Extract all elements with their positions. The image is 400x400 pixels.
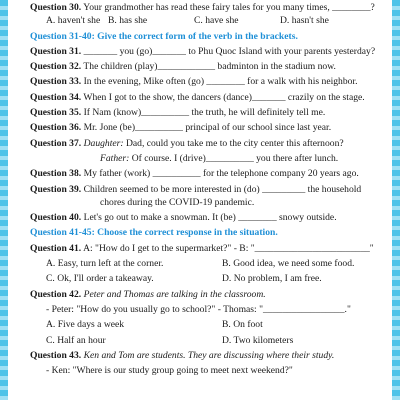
worksheet-content	[30, 0, 378, 377]
question-37	[30, 137, 378, 150]
question-label: Question 42.	[30, 288, 82, 300]
question-30-options	[30, 14, 378, 27]
situation-text: Peter and Thomas are talking in the classroom.	[83, 288, 266, 300]
option-c[interactable]: C. have she	[194, 15, 239, 27]
question-text: My father (work) __________ for the telephone company 20 years ago.	[83, 168, 359, 180]
question-39	[30, 183, 378, 196]
question-30	[30, 1, 378, 14]
option-b[interactable]: B. has she	[108, 15, 148, 27]
question-42-dialogue: - Peter: "How do you usually go to school?" - Thomas: "_________________."	[46, 303, 351, 315]
question-label: Question 32.	[30, 61, 82, 73]
question-text: Children seemed to be more interested in (do) _________ the household	[83, 183, 362, 195]
question-text: In the evening, Mike often (go) ________ for a walk with his neighbor.	[83, 76, 358, 88]
question-39-continued: chores during the COVID-19 pandemic.	[100, 196, 255, 208]
question-42-options-row1	[30, 318, 378, 331]
decorative-border-right	[392, 0, 400, 400]
speaker-daughter: Daughter:	[83, 137, 124, 149]
question-37-reply	[30, 152, 378, 165]
question-label: Question 30.	[30, 2, 82, 13]
question-label: Question 34.	[30, 91, 82, 103]
situation-text: Ken and Tom are students. They are discussing where their study.	[83, 349, 335, 361]
question-text: If Nam (know)__________ the truth, he will definitely tell me.	[83, 107, 326, 119]
question-text: When I got to the show, the dancers (dance)_______ crazily on the stage.	[83, 91, 365, 103]
section-heading-31-40: Question 31-40: Give the correct form of the verb in the brackets.	[30, 30, 298, 42]
question-label: Question 36.	[30, 122, 82, 134]
question-label: Question 38.	[30, 168, 82, 180]
option-b[interactable]: B. Good idea, we need some food.	[222, 258, 355, 270]
question-36	[30, 121, 378, 134]
question-text: The children (play)____________ badminton in the stadium now.	[83, 61, 336, 73]
option-d[interactable]: D. Two kilometers	[222, 334, 294, 346]
question-41-options-row1	[30, 257, 378, 270]
question-text: Dad, could you take me to the city center this afternoon?	[125, 137, 344, 149]
option-a[interactable]: A. Easy, turn left at the corner.	[46, 258, 164, 270]
question-40	[30, 211, 378, 224]
question-32	[30, 60, 378, 73]
question-35	[30, 106, 378, 119]
option-a[interactable]: A. haven't she	[46, 15, 101, 27]
question-34	[30, 91, 378, 104]
question-label: Question 37.	[30, 137, 82, 149]
question-31	[30, 45, 378, 58]
option-d[interactable]: D. hasn't she	[280, 15, 329, 27]
question-43	[30, 349, 378, 362]
question-43-dialogue: - Ken: "Where is our study group going to meet next weekend?"	[46, 365, 293, 377]
question-label: Question 43.	[30, 349, 82, 361]
question-label: Question 35.	[30, 107, 82, 119]
question-label: Question 39.	[30, 183, 82, 195]
question-42	[30, 288, 378, 301]
question-text: Let's go out to make a snowman. It (be) ________ snowy outside.	[83, 212, 337, 224]
option-b[interactable]: B. On foot	[222, 319, 263, 331]
decorative-border-left	[0, 0, 8, 400]
question-label: Question 41.	[30, 242, 82, 254]
question-38	[30, 167, 378, 180]
section-heading-41-45: Question 41-45: Choose the correct response in the situation.	[30, 227, 278, 239]
speaker-father: Father:	[100, 152, 130, 164]
question-label: Question 31.	[30, 45, 82, 57]
option-d[interactable]: D. No problem, I am free.	[222, 273, 322, 285]
option-c[interactable]: C. Ok, I'll order a takeaway.	[46, 273, 154, 285]
question-text: A: "How do I get to the supermarket?" - B: "________________________"	[83, 242, 374, 254]
question-33	[30, 75, 378, 88]
question-text: Mr. Jone (be)__________ principal of our school since last year.	[83, 122, 332, 134]
option-a[interactable]: A. Five days a week	[46, 319, 125, 331]
question-text: Of course. I (drive)__________ you there after lunch.	[131, 152, 339, 164]
question-text: Your grandmother has read these fairy tales for you many times, ________?	[83, 2, 375, 13]
question-label: Question 33.	[30, 76, 82, 88]
question-text: _______ you (go)_______ to Phu Quoc Island with your parents yesterday?	[83, 45, 376, 57]
question-41	[30, 242, 378, 255]
question-label: Question 40.	[30, 212, 82, 224]
question-41-options-row2	[30, 272, 378, 285]
option-c[interactable]: C. Half an hour	[46, 334, 106, 346]
question-42-options-row2	[30, 334, 378, 347]
